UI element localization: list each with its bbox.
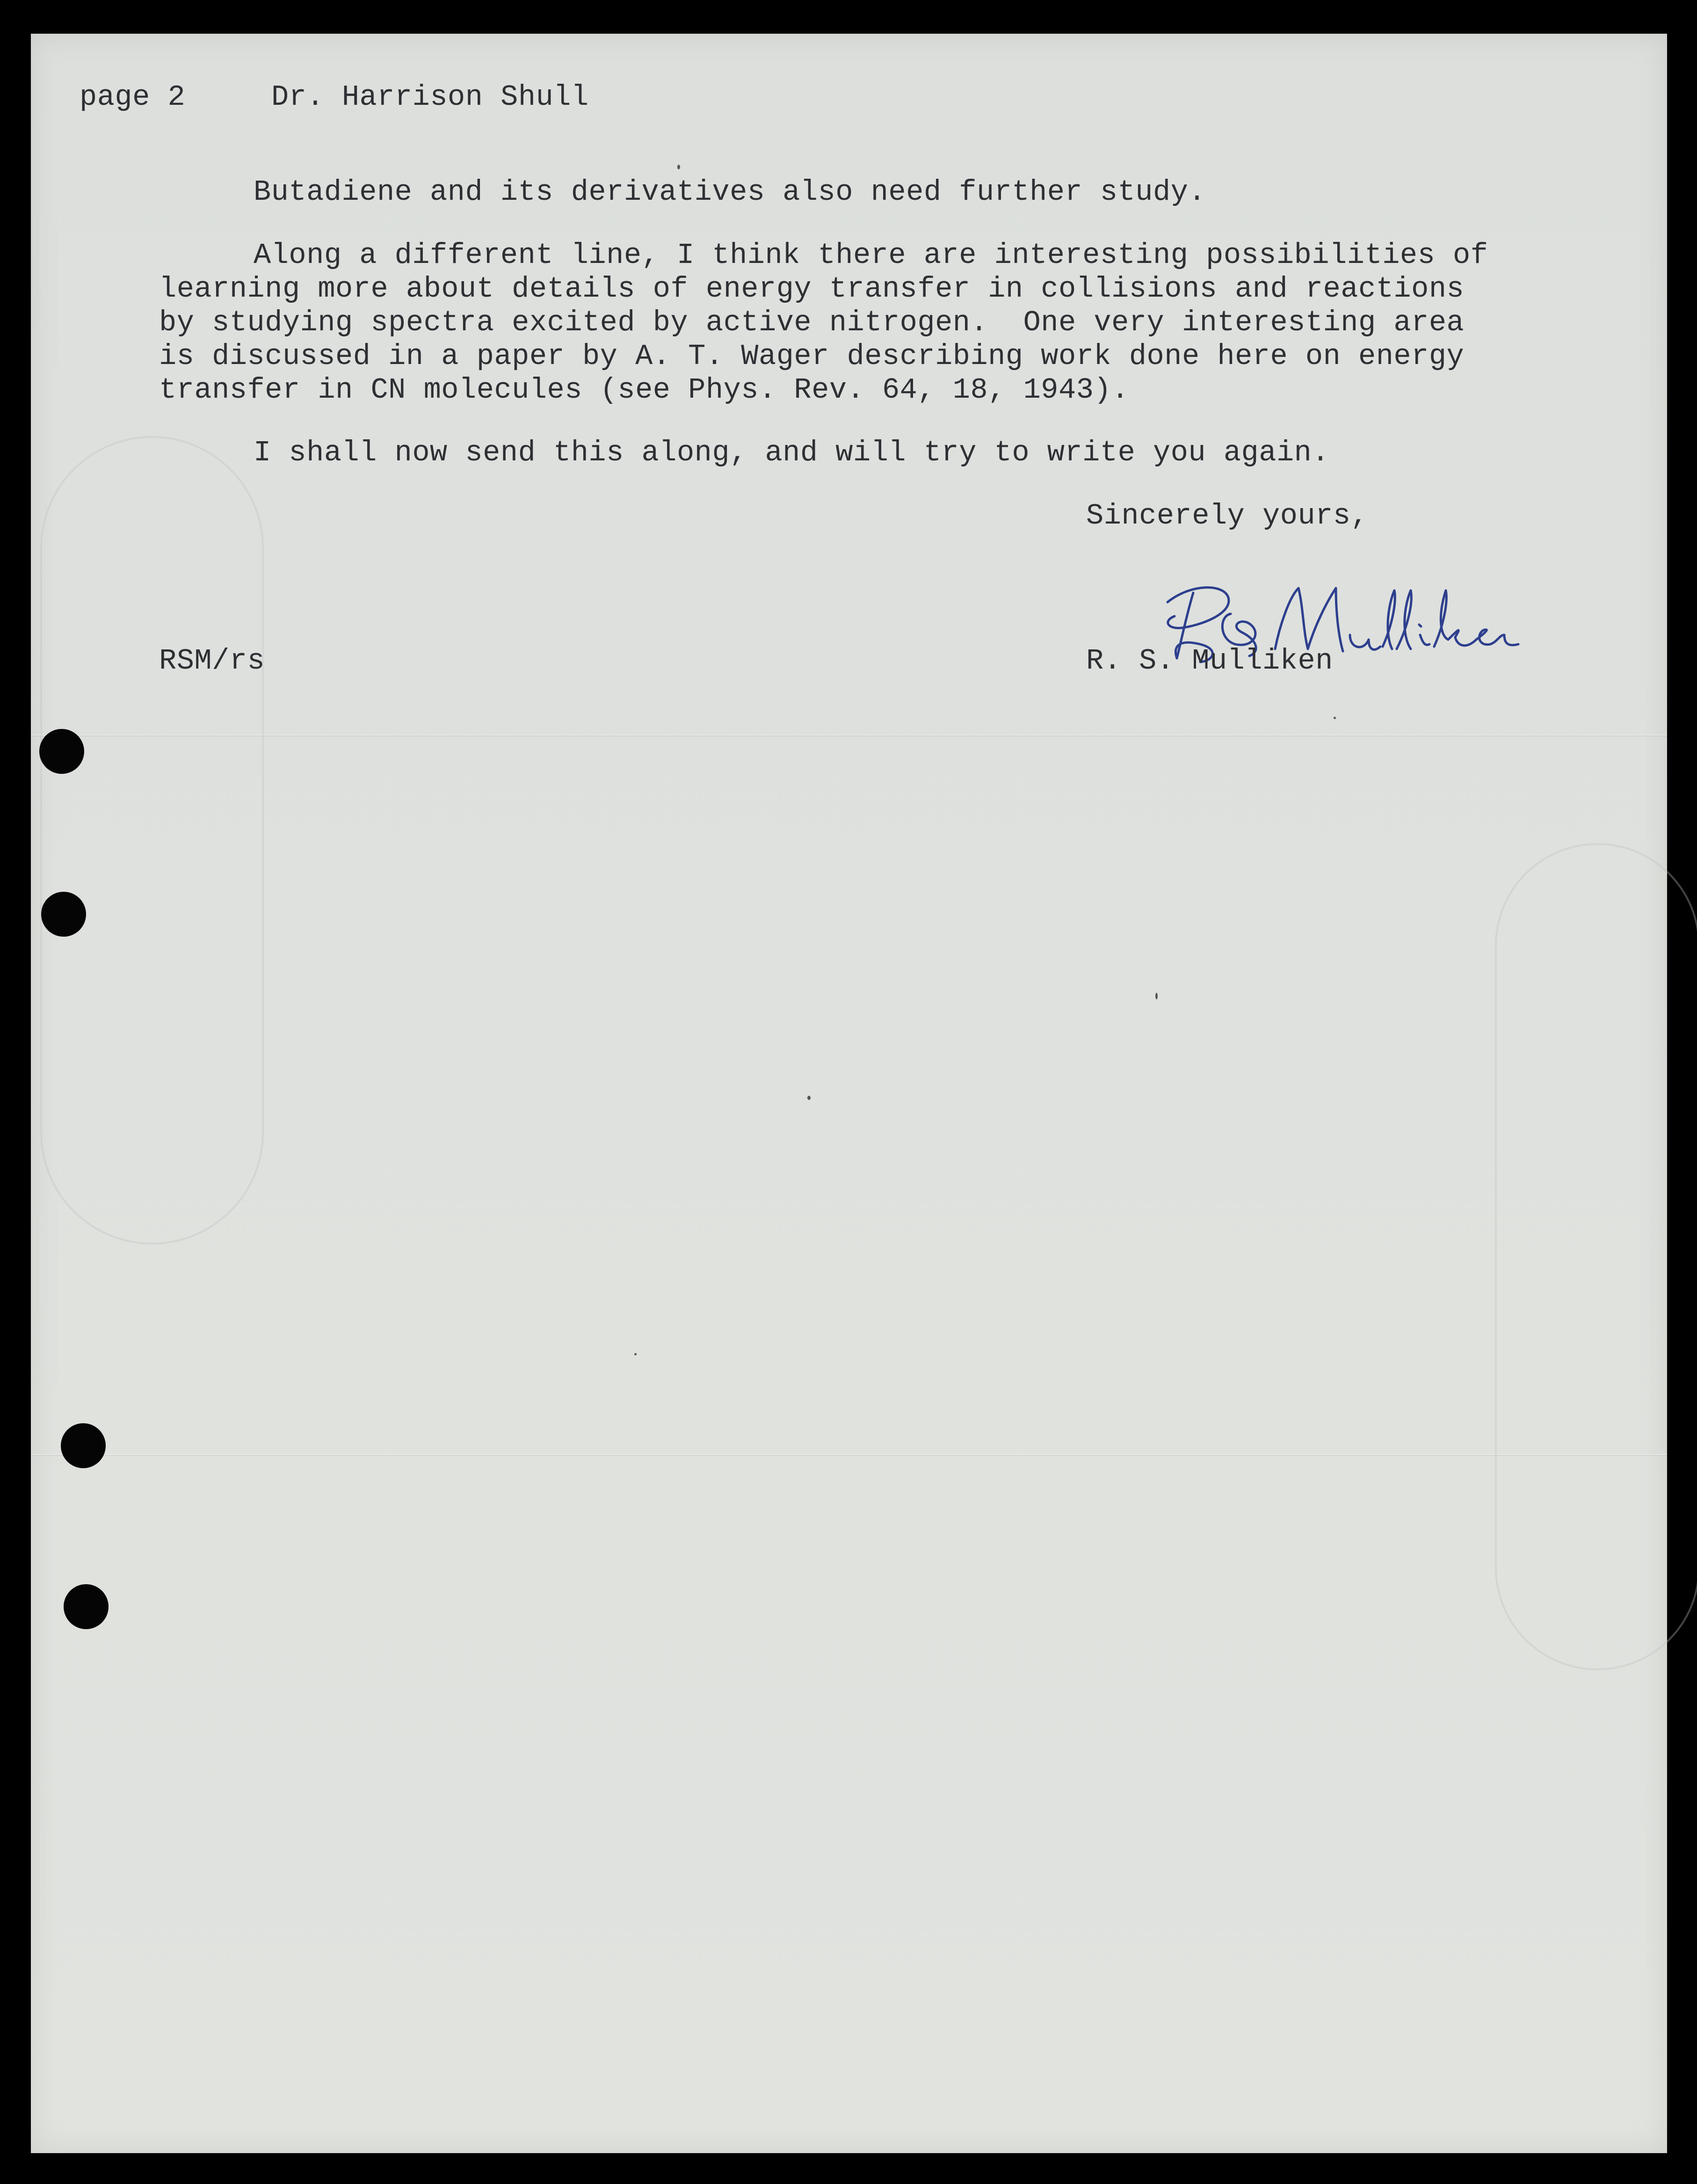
text-line: learning more about details of energy transfer in collisions and reactions	[159, 272, 1465, 306]
paragraph-energy-transfer	[159, 239, 1488, 407]
paper-speck	[1155, 993, 1158, 999]
binder-hole	[61, 1423, 106, 1468]
text-line: transfer in CN molecules (see Phys. Rev. 64, 18, 1943).	[159, 373, 1129, 407]
text-line: is discussed in a paper by A. T. Wager describing work done here on energy	[159, 340, 1465, 373]
paper-speck	[1334, 717, 1336, 719]
letterhead-watermark-right	[1495, 843, 1697, 1670]
recipient-name: Dr. Harrison Shull	[271, 80, 589, 114]
paragraph-butadiene	[254, 175, 1206, 209]
binder-hole	[39, 729, 84, 774]
letter-page	[31, 34, 1667, 2153]
paper-speck	[807, 1096, 811, 1100]
binder-hole	[64, 1584, 109, 1629]
fold-line-upper	[31, 735, 1667, 736]
paper-speck	[677, 165, 680, 169]
paragraph-closing	[254, 436, 1329, 470]
fold-line-lower	[31, 1454, 1667, 1456]
letterhead-watermark-left	[40, 436, 264, 1245]
typist-initials: RSM/rs	[159, 644, 265, 677]
signer-name: R. S. Mulliken	[1086, 644, 1333, 677]
text-line: Along a different line, I think there are interesting possibilities of	[254, 239, 1488, 272]
binder-hole	[41, 892, 86, 937]
salutation: Sincerely yours,	[1086, 499, 1369, 532]
paper-speck	[634, 1353, 637, 1355]
text-line: by studying spectra excited by active nitrogen. One very interesting area	[159, 306, 1465, 339]
page-label: page 2	[80, 80, 186, 114]
text-line: Butadiene and its derivatives also need further study.	[254, 175, 1206, 209]
text-line: I shall now send this along, and will try to write you again.	[254, 436, 1330, 469]
